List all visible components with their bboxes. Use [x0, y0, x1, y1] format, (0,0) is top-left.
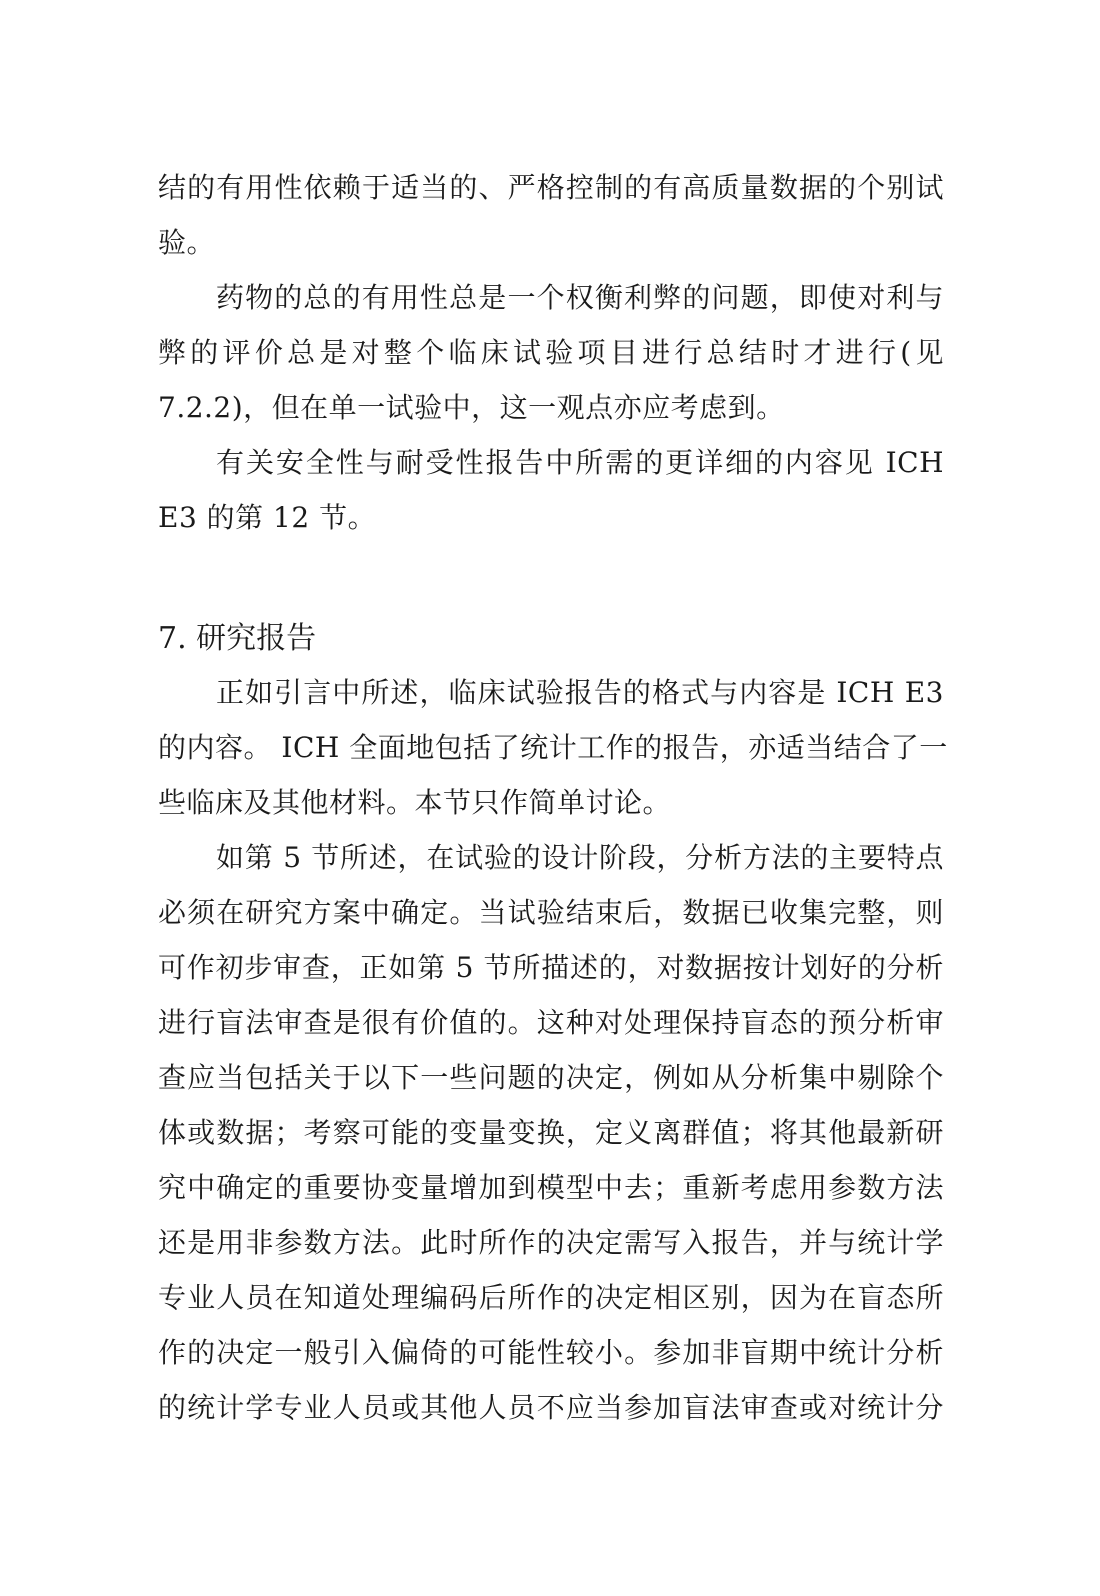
- section-heading: 7. 研究报告: [158, 621, 317, 656]
- paragraph-continuation: [158, 160, 944, 270]
- paragraph-line: 可作初步审查，正如第 5 节所描述的，对数据按计划好的分析: [158, 951, 944, 984]
- paragraph-line: 弊的评价总是对整个临床试验项目进行总结时才进行(见: [158, 336, 944, 369]
- paragraph-line: 的内容。 ICH 全面地包括了统计工作的报告，亦适当结合了一: [158, 731, 948, 764]
- paragraph-line: 如第 5 节所述，在试验的设计阶段，分析方法的主要特点: [216, 841, 944, 874]
- paragraph-line: 究中确定的重要协变量增加到模型中去；重新考虑用参数方法: [158, 1171, 944, 1204]
- paragraph-line: 进行盲法审查是很有价值的。这种对处理保持盲态的预分析审: [158, 1006, 944, 1039]
- paragraph-line: 些临床及其他材料。本节只作简单讨论。: [158, 786, 672, 819]
- paragraph-line: 有关安全性与耐受性报告中所需的更详细的内容见 ICH: [216, 446, 944, 479]
- paragraph-line: 体或数据；考察可能的变量变换，定义离群值；将其他最新研: [158, 1116, 944, 1149]
- section-paragraph-blind-review: [158, 830, 944, 1435]
- paragraph-line: 药物的总的有用性总是一个权衡利弊的问题，即使对利与: [216, 281, 944, 314]
- paragraph-line: 作的决定一般引入偏倚的可能性较小。参加非盲期中统计分析: [158, 1336, 944, 1369]
- paragraph-line: 7.2.2)，但在单一试验中，这一观点亦应考虑到。: [158, 391, 785, 424]
- section-paragraph-intro: [158, 665, 948, 830]
- paragraph-line: 专业人员在知道处理编码后所作的决定相区别，因为在盲态所: [158, 1281, 944, 1314]
- paragraph-line: 还是用非参数方法。此时所作的决定需写入报告，并与统计学: [158, 1226, 944, 1259]
- paragraph-line: 验。: [158, 226, 216, 259]
- document-page: [158, 160, 948, 1435]
- paragraph-safety-reference: [158, 435, 944, 545]
- paragraph-line: 正如引言中所述，临床试验报告的格式与内容是 ICH E3: [216, 676, 944, 709]
- paragraph-line: 必须在研究方案中确定。当试验结束后，数据已收集完整，则: [158, 896, 944, 929]
- paragraph-benefit-risk: [158, 270, 944, 435]
- paragraph-line: E3 的第 12 节。: [158, 501, 377, 534]
- paragraph-line: 的统计学专业人员或其他人员不应当参加盲法审查或对统计分: [158, 1391, 944, 1424]
- paragraph-line: 查应当包括关于以下一些问题的决定，例如从分析集中剔除个: [158, 1061, 944, 1094]
- paragraph-line: 结的有用性依赖于适当的、严格控制的有高质量数据的个别试: [158, 171, 944, 204]
